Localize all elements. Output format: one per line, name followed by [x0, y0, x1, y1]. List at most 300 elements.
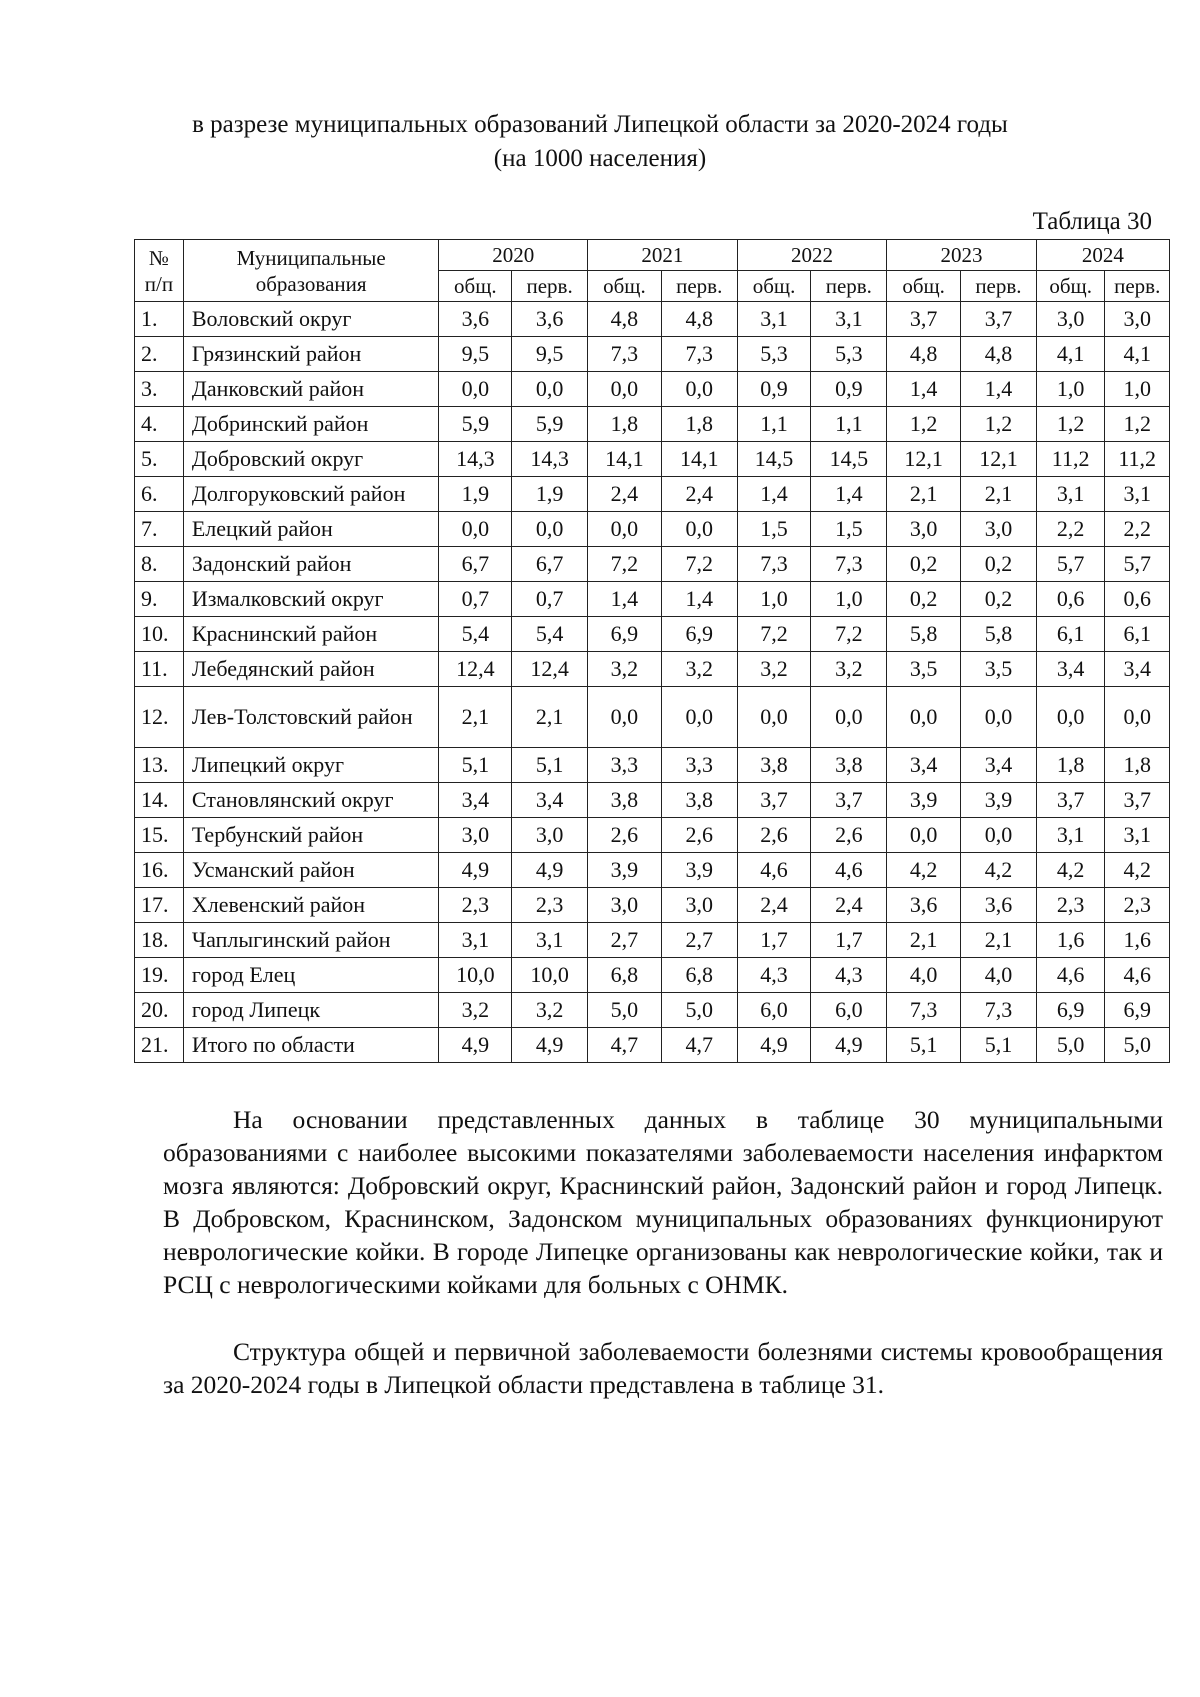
value-primary: 11,2	[1105, 442, 1170, 477]
value-primary: 4,6	[1105, 958, 1170, 993]
value-primary: 6,9	[1105, 993, 1170, 1028]
value-total: 11,2	[1036, 442, 1105, 477]
value-total: 1,8	[588, 407, 662, 442]
value-total: 5,4	[439, 617, 512, 652]
value-total: 3,1	[1036, 818, 1105, 853]
value-primary: 3,7	[961, 302, 1037, 337]
value-total: 5,7	[1036, 547, 1105, 582]
value-primary: 1,1	[811, 407, 887, 442]
value-total: 3,8	[588, 783, 662, 818]
value-total: 4,9	[737, 1028, 811, 1063]
value-total: 1,0	[737, 582, 811, 617]
municipality-name: Задонский район	[183, 547, 439, 582]
value-total: 2,1	[439, 687, 512, 748]
header-year: 2024	[1036, 240, 1169, 271]
value-total: 3,0	[588, 888, 662, 923]
table-row	[135, 818, 1170, 853]
value-primary: 3,7	[1105, 783, 1170, 818]
value-total: 0,6	[1036, 582, 1105, 617]
value-primary: 5,3	[811, 337, 887, 372]
value-primary: 0,0	[661, 687, 737, 748]
value-primary: 0,0	[1105, 687, 1170, 748]
header-sub-primary: перв.	[961, 271, 1037, 302]
value-primary: 5,4	[512, 617, 588, 652]
row-number: 8.	[135, 547, 184, 582]
value-primary: 5,0	[1105, 1028, 1170, 1063]
table-row	[135, 923, 1170, 958]
value-total: 0,0	[439, 512, 512, 547]
value-primary: 4,2	[961, 853, 1037, 888]
municipality-name: город Липецк	[183, 993, 439, 1028]
value-primary: 4,8	[661, 302, 737, 337]
value-total: 2,6	[737, 818, 811, 853]
value-primary: 10,0	[512, 958, 588, 993]
value-primary: 4,1	[1105, 337, 1170, 372]
value-total: 2,7	[588, 923, 662, 958]
value-primary: 2,3	[512, 888, 588, 923]
table-row	[135, 888, 1170, 923]
value-total: 0,0	[737, 687, 811, 748]
value-primary: 3,2	[661, 652, 737, 687]
row-number: 20.	[135, 993, 184, 1028]
value-primary: 3,7	[811, 783, 887, 818]
value-primary: 0,0	[961, 687, 1037, 748]
value-primary: 3,1	[512, 923, 588, 958]
value-primary: 4,9	[512, 1028, 588, 1063]
value-primary: 6,8	[661, 958, 737, 993]
value-primary: 7,3	[661, 337, 737, 372]
paragraph-1	[163, 1103, 1163, 1301]
table-row	[135, 617, 1170, 652]
value-primary: 5,7	[1105, 547, 1170, 582]
table-caption: Таблица 30	[1032, 208, 1152, 235]
value-total: 1,4	[887, 372, 961, 407]
value-total: 2,1	[887, 477, 961, 512]
value-primary: 3,6	[512, 302, 588, 337]
value-primary: 3,5	[961, 652, 1037, 687]
value-total: 3,6	[887, 888, 961, 923]
value-primary: 1,4	[961, 372, 1037, 407]
municipality-name: Долгоруковский район	[183, 477, 439, 512]
value-total: 1,7	[737, 923, 811, 958]
table-row	[135, 372, 1170, 407]
heading-line-1: в разрезе муниципальных образований Липецкой области за 2020-2024 годы	[192, 111, 1008, 138]
value-primary: 5,8	[961, 617, 1037, 652]
value-total: 3,6	[439, 302, 512, 337]
municipality-name: Краснинский район	[183, 617, 439, 652]
value-total: 5,1	[887, 1028, 961, 1063]
value-total: 14,3	[439, 442, 512, 477]
municipality-name: Добровский округ	[183, 442, 439, 477]
value-primary: 0,0	[961, 818, 1037, 853]
municipality-name: Усманский район	[183, 853, 439, 888]
row-number: 1.	[135, 302, 184, 337]
value-total: 0,9	[737, 372, 811, 407]
value-primary: 0,7	[512, 582, 588, 617]
table-row	[135, 442, 1170, 477]
row-number: 9.	[135, 582, 184, 617]
value-primary: 1,8	[661, 407, 737, 442]
value-total: 7,3	[887, 993, 961, 1028]
value-primary: 3,1	[1105, 477, 1170, 512]
value-total: 2,6	[588, 818, 662, 853]
row-number: 2.	[135, 337, 184, 372]
header-sub-primary: перв.	[811, 271, 887, 302]
table-row	[135, 302, 1170, 337]
value-primary: 2,3	[1105, 888, 1170, 923]
municipality-name: город Елец	[183, 958, 439, 993]
table-body	[135, 302, 1170, 1063]
value-total: 1,8	[1036, 748, 1105, 783]
value-primary: 7,2	[661, 547, 737, 582]
value-primary: 3,0	[661, 888, 737, 923]
value-primary: 5,1	[961, 1028, 1037, 1063]
value-total: 4,7	[588, 1028, 662, 1063]
value-primary: 1,5	[811, 512, 887, 547]
value-total: 2,1	[887, 923, 961, 958]
row-number: 3.	[135, 372, 184, 407]
value-total: 6,1	[1036, 617, 1105, 652]
municipality-name: Чаплыгинский район	[183, 923, 439, 958]
value-primary: 0,0	[661, 372, 737, 407]
value-total: 2,2	[1036, 512, 1105, 547]
value-primary: 9,5	[512, 337, 588, 372]
value-primary: 2,4	[661, 477, 737, 512]
value-total: 3,2	[439, 993, 512, 1028]
value-primary: 3,6	[961, 888, 1037, 923]
value-total: 9,5	[439, 337, 512, 372]
header-sub-total: общ.	[588, 271, 662, 302]
value-total: 5,0	[588, 993, 662, 1028]
header-num: № п/п	[135, 240, 184, 302]
header-year: 2023	[887, 240, 1037, 271]
value-primary: 3,9	[961, 783, 1037, 818]
value-total: 3,4	[1036, 652, 1105, 687]
municipality-name: Хлевенский район	[183, 888, 439, 923]
value-total: 3,0	[1036, 302, 1105, 337]
value-total: 0,0	[887, 818, 961, 853]
value-total: 3,7	[1036, 783, 1105, 818]
value-total: 6,9	[588, 617, 662, 652]
row-number: 12.	[135, 687, 184, 748]
value-primary: 4,0	[961, 958, 1037, 993]
value-total: 3,1	[1036, 477, 1105, 512]
value-total: 7,3	[588, 337, 662, 372]
municipality-name: Измалковский округ	[183, 582, 439, 617]
value-primary: 4,7	[661, 1028, 737, 1063]
value-primary: 0,0	[811, 687, 887, 748]
value-total: 3,0	[887, 512, 961, 547]
value-total: 3,3	[588, 748, 662, 783]
table-row	[135, 993, 1170, 1028]
municipality-name: Грязинский район	[183, 337, 439, 372]
value-primary: 6,1	[1105, 617, 1170, 652]
value-total: 2,3	[439, 888, 512, 923]
value-total: 3,4	[887, 748, 961, 783]
value-primary: 6,7	[512, 547, 588, 582]
value-total: 1,0	[1036, 372, 1105, 407]
value-primary: 3,0	[961, 512, 1037, 547]
value-primary: 2,6	[661, 818, 737, 853]
value-total: 0,0	[588, 372, 662, 407]
value-total: 0,2	[887, 547, 961, 582]
value-total: 12,4	[439, 652, 512, 687]
value-total: 1,6	[1036, 923, 1105, 958]
value-primary: 0,0	[512, 512, 588, 547]
value-primary: 1,0	[811, 582, 887, 617]
value-primary: 1,4	[811, 477, 887, 512]
value-total: 3,9	[588, 853, 662, 888]
header-year: 2020	[439, 240, 588, 271]
row-number: 6.	[135, 477, 184, 512]
value-total: 4,9	[439, 853, 512, 888]
value-total: 1,1	[737, 407, 811, 442]
row-number: 7.	[135, 512, 184, 547]
value-total: 3,2	[588, 652, 662, 687]
value-total: 5,1	[439, 748, 512, 783]
value-primary: 3,3	[661, 748, 737, 783]
value-primary: 3,4	[1105, 652, 1170, 687]
value-primary: 3,0	[512, 818, 588, 853]
value-total: 3,7	[737, 783, 811, 818]
value-primary: 5,1	[512, 748, 588, 783]
value-total: 4,8	[887, 337, 961, 372]
table-row	[135, 1028, 1170, 1063]
value-total: 7,2	[588, 547, 662, 582]
table-row	[135, 853, 1170, 888]
row-number: 15.	[135, 818, 184, 853]
value-primary: 14,3	[512, 442, 588, 477]
value-total: 3,4	[439, 783, 512, 818]
value-total: 4,3	[737, 958, 811, 993]
value-primary: 3,4	[961, 748, 1037, 783]
row-number: 19.	[135, 958, 184, 993]
paragraph-2-text: Структура общей и первичной заболеваемости болезнями системы кровообращения за 2020-2024 годы в Липецкой области представлена в таблице 31.	[163, 1337, 1163, 1399]
municipality-name: Лев-Толстовский район	[183, 687, 439, 748]
value-primary: 2,1	[961, 477, 1037, 512]
value-total: 2,3	[1036, 888, 1105, 923]
table-row	[135, 687, 1170, 748]
header-sub-primary: перв.	[512, 271, 588, 302]
header-sub-primary: перв.	[661, 271, 737, 302]
value-primary: 1,7	[811, 923, 887, 958]
value-total: 4,6	[1036, 958, 1105, 993]
row-number: 18.	[135, 923, 184, 958]
document-heading	[0, 108, 1200, 176]
value-primary: 4,8	[961, 337, 1037, 372]
table-row	[135, 582, 1170, 617]
value-primary: 0,2	[961, 547, 1037, 582]
table-row	[135, 477, 1170, 512]
header-sub-primary: перв.	[1105, 271, 1170, 302]
value-total: 4,8	[588, 302, 662, 337]
table-row	[135, 958, 1170, 993]
value-primary: 2,7	[661, 923, 737, 958]
municipality-name: Липецкий округ	[183, 748, 439, 783]
header-sub-total: общ.	[887, 271, 961, 302]
value-total: 3,5	[887, 652, 961, 687]
value-primary: 7,3	[961, 993, 1037, 1028]
value-primary: 1,8	[1105, 748, 1170, 783]
value-primary: 1,4	[661, 582, 737, 617]
header-year: 2022	[737, 240, 887, 271]
header-row-years	[135, 240, 1170, 271]
value-primary: 4,2	[1105, 853, 1170, 888]
value-primary: 0,0	[512, 372, 588, 407]
value-primary: 6,0	[811, 993, 887, 1028]
row-number: 16.	[135, 853, 184, 888]
value-primary: 4,9	[512, 853, 588, 888]
value-primary: 1,2	[1105, 407, 1170, 442]
municipality-name: Данковский район	[183, 372, 439, 407]
heading-line-2: (на 1000 населения)	[493, 145, 707, 172]
municipality-name: Добринский район	[183, 407, 439, 442]
value-total: 4,2	[1036, 853, 1105, 888]
value-total: 3,9	[887, 783, 961, 818]
value-total: 0,0	[588, 512, 662, 547]
row-number: 10.	[135, 617, 184, 652]
row-number: 4.	[135, 407, 184, 442]
value-total: 4,1	[1036, 337, 1105, 372]
value-total: 3,1	[737, 302, 811, 337]
value-primary: 4,3	[811, 958, 887, 993]
value-total: 4,2	[887, 853, 961, 888]
value-primary: 0,9	[811, 372, 887, 407]
value-primary: 3,2	[811, 652, 887, 687]
table-row	[135, 512, 1170, 547]
row-number: 5.	[135, 442, 184, 477]
value-primary: 0,6	[1105, 582, 1170, 617]
value-total: 4,0	[887, 958, 961, 993]
municipality-name: Воловский округ	[183, 302, 439, 337]
row-number: 11.	[135, 652, 184, 687]
value-primary: 12,1	[961, 442, 1037, 477]
value-total: 2,4	[588, 477, 662, 512]
value-primary: 3,4	[512, 783, 588, 818]
value-primary: 2,4	[811, 888, 887, 923]
value-primary: 3,1	[811, 302, 887, 337]
value-primary: 12,4	[512, 652, 588, 687]
value-total: 6,8	[588, 958, 662, 993]
value-total: 5,0	[1036, 1028, 1105, 1063]
header-year: 2021	[588, 240, 738, 271]
value-primary: 4,6	[811, 853, 887, 888]
value-total: 6,0	[737, 993, 811, 1028]
row-number: 14.	[135, 783, 184, 818]
value-total: 3,1	[439, 923, 512, 958]
value-primary: 4,9	[811, 1028, 887, 1063]
table-row	[135, 407, 1170, 442]
row-number: 21.	[135, 1028, 184, 1063]
value-total: 6,9	[1036, 993, 1105, 1028]
incidence-table	[134, 239, 1170, 1063]
value-total: 14,5	[737, 442, 811, 477]
value-total: 7,3	[737, 547, 811, 582]
value-total: 0,0	[588, 687, 662, 748]
value-total: 12,1	[887, 442, 961, 477]
table-row	[135, 783, 1170, 818]
value-total: 5,9	[439, 407, 512, 442]
value-total: 0,0	[1036, 687, 1105, 748]
paragraph-2	[163, 1335, 1163, 1401]
value-primary: 3,8	[811, 748, 887, 783]
value-primary: 5,0	[661, 993, 737, 1028]
value-total: 0,7	[439, 582, 512, 617]
value-total: 5,8	[887, 617, 961, 652]
municipality-name: Итого по области	[183, 1028, 439, 1063]
value-primary: 7,3	[811, 547, 887, 582]
value-primary: 2,1	[961, 923, 1037, 958]
table-row	[135, 547, 1170, 582]
value-primary: 2,6	[811, 818, 887, 853]
value-total: 4,9	[439, 1028, 512, 1063]
value-primary: 3,9	[661, 853, 737, 888]
municipality-name: Тербунский район	[183, 818, 439, 853]
header-sub-total: общ.	[737, 271, 811, 302]
value-total: 0,0	[439, 372, 512, 407]
header-name: Муниципальные образования	[183, 240, 439, 302]
value-total: 3,8	[737, 748, 811, 783]
value-total: 3,7	[887, 302, 961, 337]
header-sub-total: общ.	[1036, 271, 1105, 302]
value-primary: 0,2	[961, 582, 1037, 617]
value-total: 1,2	[887, 407, 961, 442]
value-primary: 5,9	[512, 407, 588, 442]
value-total: 10,0	[439, 958, 512, 993]
value-primary: 2,2	[1105, 512, 1170, 547]
value-total: 1,2	[1036, 407, 1105, 442]
row-number: 17.	[135, 888, 184, 923]
value-primary: 3,2	[512, 993, 588, 1028]
value-primary: 1,2	[961, 407, 1037, 442]
value-primary: 6,9	[661, 617, 737, 652]
value-total: 1,9	[439, 477, 512, 512]
value-primary: 3,1	[1105, 818, 1170, 853]
value-primary: 7,2	[811, 617, 887, 652]
value-total: 14,1	[588, 442, 662, 477]
municipality-name: Елецкий район	[183, 512, 439, 547]
value-primary: 3,8	[661, 783, 737, 818]
value-primary: 1,9	[512, 477, 588, 512]
value-total: 1,4	[588, 582, 662, 617]
value-total: 5,3	[737, 337, 811, 372]
value-primary: 2,1	[512, 687, 588, 748]
value-total: 4,6	[737, 853, 811, 888]
value-total: 0,0	[887, 687, 961, 748]
value-primary: 14,1	[661, 442, 737, 477]
value-primary: 0,0	[661, 512, 737, 547]
value-total: 6,7	[439, 547, 512, 582]
paragraph-1-text: На основании представленных данных в таблице 30 муниципальными образованиями с наиболее высокими показателями заболеваемости населения инфарктом мозга являются: Добровский округ, Краснинский район, Задонский район и город Липецк. В Добровском, Краснинском, Задонском муниципальных образованиях функционируют неврологические койки. В городе Липецке организованы как неврологические койки, так и РСЦ с неврологическими койками для больных с ОНМК.	[163, 1105, 1163, 1299]
row-number: 13.	[135, 748, 184, 783]
value-primary: 1,0	[1105, 372, 1170, 407]
value-total: 7,2	[737, 617, 811, 652]
table-row	[135, 337, 1170, 372]
header-sub-total: общ.	[439, 271, 512, 302]
value-total: 1,4	[737, 477, 811, 512]
value-primary: 14,5	[811, 442, 887, 477]
value-total: 2,4	[737, 888, 811, 923]
value-primary: 3,0	[1105, 302, 1170, 337]
table-row	[135, 652, 1170, 687]
municipality-name: Становлянский округ	[183, 783, 439, 818]
value-total: 0,2	[887, 582, 961, 617]
value-total: 3,0	[439, 818, 512, 853]
value-total: 1,5	[737, 512, 811, 547]
value-total: 3,2	[737, 652, 811, 687]
table-row	[135, 748, 1170, 783]
municipality-name: Лебедянский район	[183, 652, 439, 687]
